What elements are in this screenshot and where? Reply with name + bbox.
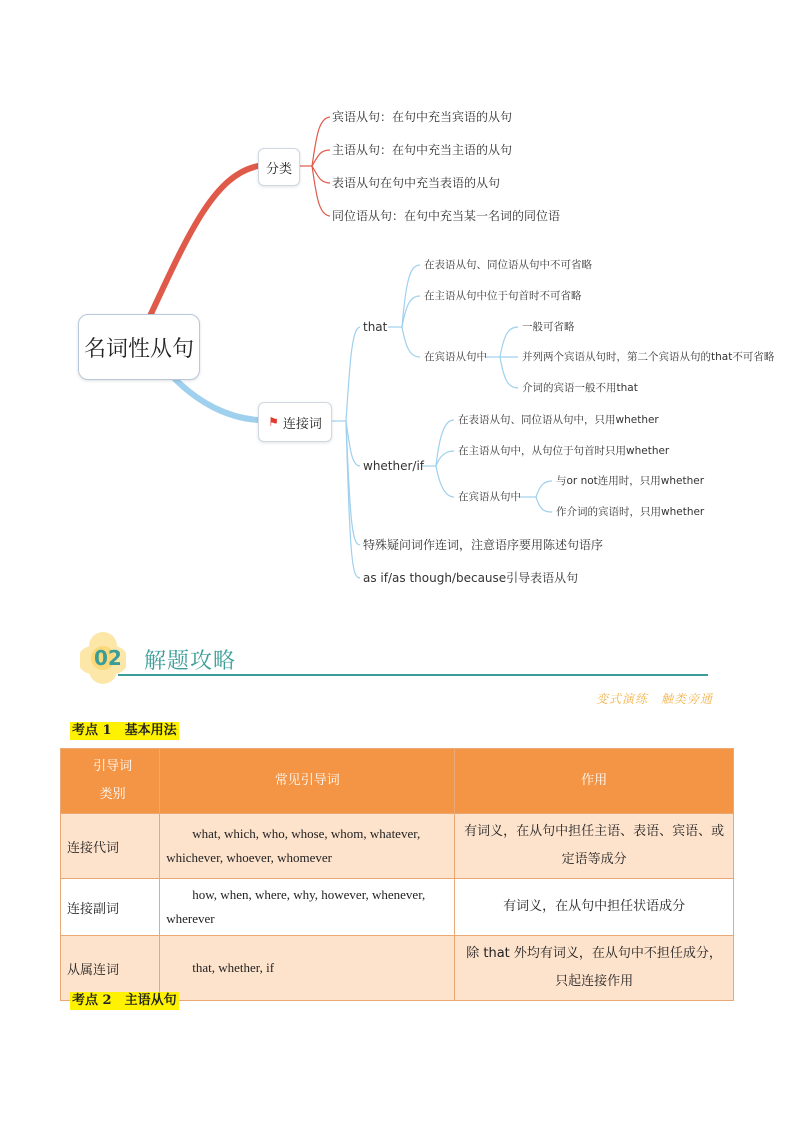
row-category: 从属连词 xyxy=(61,936,160,1001)
whether-node: whether/if xyxy=(363,459,425,473)
that-object-item: 介词的宾语一般不用that xyxy=(522,382,638,394)
section-divider xyxy=(118,674,708,676)
fenlei-item: 宾语从句：在句中充当宾语的从句 xyxy=(332,110,513,124)
whether-object-item: 与or not连用时，只用whether xyxy=(556,475,705,487)
table-row xyxy=(61,814,734,879)
header-role: 作用 xyxy=(455,749,734,814)
that-object-item: 一般可省略 xyxy=(522,321,575,333)
fenlei-item: 同位语从句：在句中充当某一名词的同位语 xyxy=(332,209,561,223)
connector-table xyxy=(60,748,734,1001)
as-if-item: as if/as though/because引导表语从句 xyxy=(363,571,579,585)
row-words: what, which, who, whose, whom, whatever, whichever, whoever, whomever xyxy=(160,814,455,879)
that-object-node: 在宾语从句中 xyxy=(424,351,487,363)
mindmap-node-fenlei[interactable] xyxy=(258,148,300,186)
table-row xyxy=(61,879,734,936)
row-role: 有词义，在从句中担任状语成分 xyxy=(455,879,734,936)
table-row xyxy=(61,936,734,1001)
that-object-item: 并列两个宾语从句时，第二个宾语从句的that不可省略 xyxy=(522,351,775,363)
fenlei-item: 主语从句：在句中充当主语的从句 xyxy=(332,143,513,157)
whether-object-item: 作介词的宾语时，只用whether xyxy=(556,506,705,518)
header-words: 常见引导词 xyxy=(160,749,455,814)
whether-item: 在主语从句中，从句位于句首时只用whether xyxy=(458,445,670,457)
fenlei-connectors xyxy=(298,117,330,216)
that-item: 在表语从句、同位语从句中不可省略 xyxy=(424,259,592,271)
that-item: 在主语从句中位于句首时不可省略 xyxy=(424,290,582,302)
row-category: 连接代词 xyxy=(61,814,160,879)
fenlei-label: 分类 xyxy=(265,161,292,177)
fenlei-item: 表语从句在句中充当表语的从句 xyxy=(332,176,501,190)
row-words: how, when, where, why, however, whenever, wherever xyxy=(160,879,455,936)
section-subtitle: 变式演练 触类旁通 xyxy=(596,692,714,706)
row-role: 除 that 外均有词义，在从句中不担任成分，只起连接作用 xyxy=(455,936,734,1001)
row-words: that, whether, if xyxy=(160,936,455,1001)
root-label: 名词性从句 xyxy=(83,336,194,362)
row-role: 有词义，在从句中担任主语、表语、宾语、或定语等成分 xyxy=(455,814,734,879)
section-header xyxy=(78,630,718,706)
mindmap-node-lianjie[interactable] xyxy=(258,402,332,442)
special-question-item: 特殊疑问词作连词，注意语序要用陈述句语序 xyxy=(363,538,604,552)
section-title: 解题攻略 xyxy=(144,649,237,674)
row-category: 连接副词 xyxy=(61,879,160,936)
whether-item: 在表语从句、同位语从句中，只用whether xyxy=(458,414,659,426)
header-category: 引导词 类别 xyxy=(61,749,160,814)
flag-icon: ⚑ xyxy=(268,415,279,429)
that-node: that xyxy=(363,320,388,334)
lianjie-label: 连接词 xyxy=(282,416,322,432)
branch-red xyxy=(150,166,258,316)
section-number: 02 xyxy=(94,646,122,670)
mindmap-root[interactable] xyxy=(78,314,200,380)
point2-label: 考点 2 主语从句 xyxy=(72,993,177,1008)
whether-object-node: 在宾语从句中 xyxy=(458,491,521,503)
point1-label: 考点 1 基本用法 xyxy=(72,723,177,738)
branch-blue xyxy=(172,376,258,420)
